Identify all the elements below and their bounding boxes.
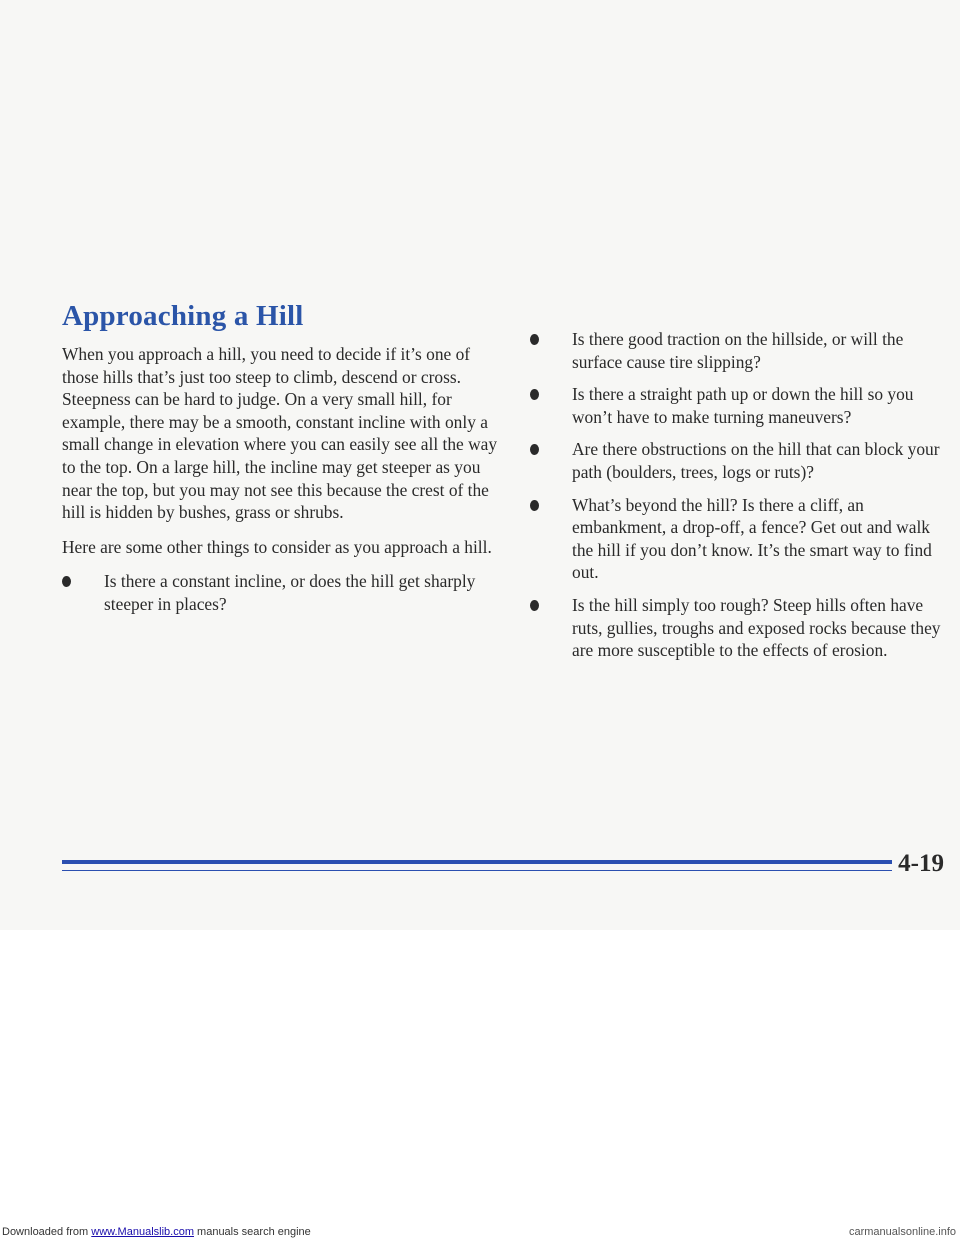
bullet-icon [530, 389, 539, 400]
list-item [530, 438, 942, 483]
list-item-text: Is there a straight path up or down the hill so you won’t have to make turning maneuvers? [572, 384, 914, 427]
footer-rule-thick [62, 860, 892, 864]
lead-paragraph: Here are some other things to consider as you approach a hill. [62, 536, 492, 557]
right-column [530, 328, 942, 672]
footer-suffix: manuals search engine [193, 1226, 311, 1238]
list-item [530, 383, 942, 428]
right-bullet-list [530, 328, 942, 662]
footer-rule-thin [62, 870, 892, 871]
manualslib-link[interactable]: www.Manualslib.com [91, 1226, 194, 1238]
download-footer [2, 1226, 311, 1238]
list-item-text: What’s beyond the hill? Is there a cliff, an embankment, a drop-off, a fence? Get out and walk the hill if you don’t know. It’s the smart way to find out. [572, 494, 932, 583]
bullet-icon [530, 500, 539, 511]
section-title: Approaching a Hill [62, 300, 304, 332]
page-number: 4-19 [898, 850, 944, 877]
list-item-text: Are there obstructions on the hill that can block your path (boulders, trees, logs or ruts)? [572, 439, 940, 482]
list-item-text: Is there good traction on the hillside, or will the surface cause tire slipping? [572, 329, 904, 372]
list-item [530, 328, 942, 373]
list-item-text: Is the hill simply too rough? Steep hills often have ruts, gullies, troughs and exposed rocks because they are more susceptible to the effects of erosion. [572, 594, 941, 661]
bullet-icon [530, 444, 539, 455]
intro-paragraph: When you approach a hill, you need to decide if it’s one of those hills that’s just too steep to climb, descend or cross. Steepness can be hard to judge. On a very small hill, for example, there may be a smooth, constant incline with only a small change in elevation where you can easily see all the way to the top. On a large hill, the incline may get steeper as you near the top, but you may not see this because the crest of the hill is hidden by bushes, grass or shrubs. [62, 344, 498, 523]
left-column [62, 300, 502, 626]
list-item-text: Is there a constant incline, or does the hill get sharply steeper in places? [104, 571, 476, 614]
bullet-icon [530, 600, 539, 611]
bullet-icon [62, 576, 71, 587]
left-bullet-list [62, 570, 502, 615]
list-item [530, 594, 942, 662]
footer-prefix: Downloaded from [2, 1226, 92, 1238]
list-item [62, 570, 502, 615]
list-item [530, 494, 942, 584]
watermark: carmanualsonline.info [848, 1226, 956, 1238]
bullet-icon [530, 334, 539, 345]
